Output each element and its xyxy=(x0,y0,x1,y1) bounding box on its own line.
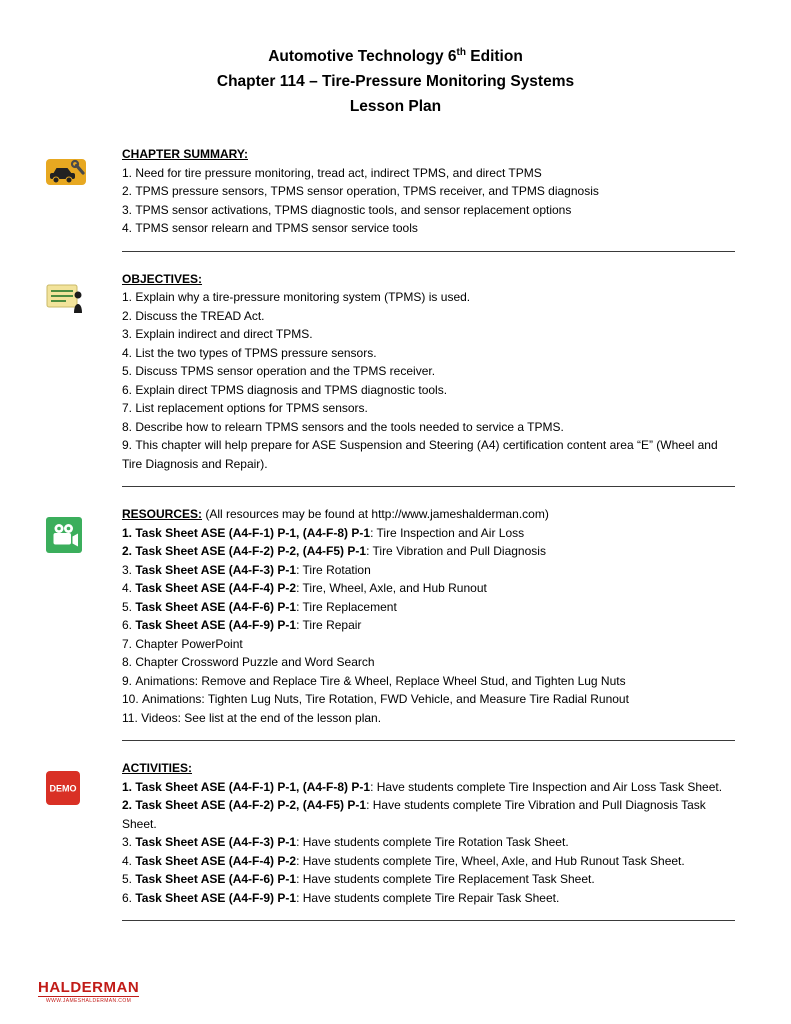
title-text: Edition xyxy=(465,48,523,65)
list-item xyxy=(122,616,735,635)
list-item xyxy=(122,870,735,889)
list-item xyxy=(122,709,735,728)
presentation-board-icon xyxy=(0,270,122,488)
video-camera-icon xyxy=(0,505,122,741)
item-bold-text: Task Sheet ASE (A4-F-2) P-2, (A4-F5) P-1 xyxy=(135,798,367,812)
item-text: Explain indirect and direct TPMS. xyxy=(135,327,313,341)
item-number: 3. xyxy=(122,327,136,341)
item-bold-text: Task Sheet ASE (A4-F-4) P-2 xyxy=(135,853,297,868)
section-divider xyxy=(122,251,735,252)
section-activities xyxy=(0,759,791,921)
item-number: 3. xyxy=(122,202,136,217)
item-bold-text: Task Sheet ASE (A4-F-9) P-1 xyxy=(135,618,297,632)
section-items xyxy=(122,524,735,728)
item-text: Chapter Crossword Puzzle and Word Search xyxy=(135,655,375,669)
heading-suffix: (All resources may be found at http://www.jameshalderman.com) xyxy=(202,507,549,521)
doc-title-line-3: Lesson Plan xyxy=(349,98,442,115)
item-bold-text: Task Sheet ASE (A4-F-1) P-1, (A4-F-8) P-1 xyxy=(135,779,371,794)
brand-name: HALDERMAN xyxy=(38,979,140,996)
list-item xyxy=(122,201,735,220)
item-text: Discuss the TREAD Act. xyxy=(135,308,265,323)
item-text: Explain why a tire-pressure monitoring system (TPMS) is used. xyxy=(135,290,471,304)
list-item xyxy=(122,542,735,561)
item-text: : Tire, Wheel, Axle, and Hub Runout xyxy=(296,581,487,595)
item-number: 2. xyxy=(122,798,136,812)
item-text: : Have students complete Tire, Wheel, Axle, and Hub Runout Task Sheet. xyxy=(296,853,685,868)
item-number: 3. xyxy=(122,562,136,577)
item-number: 2. xyxy=(122,308,136,323)
list-item xyxy=(122,219,735,238)
item-text: List the two types of TPMS pressure sensors. xyxy=(135,345,377,360)
item-text: : Have students complete Tire Vibration and Pull Diagnosis Task Sheet. xyxy=(122,798,706,831)
item-text: : Have students complete Tire Replacement Task Sheet. xyxy=(296,872,595,886)
doc-title-line-1 xyxy=(0,44,791,69)
footer xyxy=(38,980,139,1004)
list-item xyxy=(122,579,735,598)
list-item xyxy=(122,418,735,437)
section-divider xyxy=(122,920,735,921)
section-heading xyxy=(122,145,735,164)
item-text: List replacement options for TPMS sensors. xyxy=(135,401,368,415)
item-number: 4. xyxy=(122,853,136,868)
section-chapter-summary xyxy=(0,145,791,252)
item-number: 4. xyxy=(122,581,136,595)
section-items xyxy=(122,778,735,908)
list-item xyxy=(122,325,735,344)
item-text: Discuss TPMS sensor operation and the TPMS receiver. xyxy=(135,364,436,378)
section-divider xyxy=(122,486,735,487)
item-bold-text: Task Sheet ASE (A4-F-6) P-1 xyxy=(135,599,297,614)
item-number: 6. xyxy=(122,618,136,632)
section-divider xyxy=(122,740,735,741)
document-title xyxy=(0,0,791,119)
item-number: 7. xyxy=(122,401,136,415)
list-item xyxy=(122,796,735,833)
item-number: 1. xyxy=(122,290,136,304)
item-number: 5. xyxy=(122,364,136,378)
list-item xyxy=(122,852,735,871)
item-number: 8. xyxy=(122,419,136,434)
item-text: Videos: See list at the end of the lesson plan. xyxy=(141,710,382,725)
item-text: : Tire Replacement xyxy=(296,599,397,614)
item-bold-text: Task Sheet ASE (A4-F-3) P-1 xyxy=(135,562,297,577)
section-objectives xyxy=(0,270,791,488)
section-items xyxy=(122,288,735,473)
item-text: TPMS pressure sensors, TPMS sensor operation, TPMS receiver, and TPMS diagnosis xyxy=(135,184,599,198)
list-item xyxy=(122,288,735,307)
list-item xyxy=(122,635,735,654)
item-number: 1. xyxy=(122,779,136,794)
item-bold-text: Task Sheet ASE (A4-F-6) P-1 xyxy=(135,872,297,886)
item-bold-text: Task Sheet ASE (A4-F-4) P-2 xyxy=(135,581,297,595)
item-text: TPMS sensor relearn and TPMS sensor service tools xyxy=(135,221,418,235)
item-text: : Have students complete Tire Rotation Task Sheet. xyxy=(296,835,569,849)
doc-title-line-2: Chapter 114 – Tire-Pressure Monitoring Systems xyxy=(216,73,575,90)
item-number: 2. xyxy=(122,184,136,198)
list-item xyxy=(122,672,735,691)
item-text: Need for tire pressure monitoring, tread act, indirect TPMS, and direct TPMS xyxy=(135,165,542,180)
item-number: 1. xyxy=(122,525,136,540)
item-text: TPMS sensor activations, TPMS diagnostic tools, and sensor replacement options xyxy=(135,202,572,217)
document-body xyxy=(0,145,791,921)
item-text: Animations: Tighten Lug Nuts, Tire Rotation, FWD Vehicle, and Measure Tire Radial Runout xyxy=(142,692,629,706)
item-number: 5. xyxy=(122,599,136,614)
heading-text: OBJECTIVES: xyxy=(122,271,203,286)
list-item xyxy=(122,307,735,326)
list-item xyxy=(122,833,735,852)
item-number: 5. xyxy=(122,872,136,886)
brand-url: WWW.JAMESHALDERMAN.COM xyxy=(38,996,139,1004)
list-item xyxy=(122,524,735,543)
item-number: 4. xyxy=(122,345,136,360)
item-number: 7. xyxy=(122,636,136,651)
item-text: Describe how to relearn TPMS sensors and the tools needed to service a TPMS. xyxy=(135,419,564,434)
list-item xyxy=(122,344,735,363)
item-bold-text: Task Sheet ASE (A4-F-9) P-1 xyxy=(135,890,297,905)
item-number: 6. xyxy=(122,890,136,905)
list-item xyxy=(122,561,735,580)
item-number: 10. xyxy=(122,692,143,706)
item-number: 11. xyxy=(122,710,142,725)
list-item xyxy=(122,690,735,709)
section-heading xyxy=(122,270,735,289)
item-number: 2. xyxy=(122,544,136,558)
item-number: 1. xyxy=(122,165,136,180)
section-heading xyxy=(122,505,735,524)
item-number: 3. xyxy=(122,835,136,849)
heading-text: ACTIVITIES: xyxy=(122,761,193,775)
list-item xyxy=(122,653,735,672)
section-heading xyxy=(122,759,735,778)
section-resources xyxy=(0,505,791,741)
heading-text: RESOURCES: xyxy=(122,507,203,521)
item-bold-text: Task Sheet ASE (A4-F-2) P-2, (A4-F5) P-1 xyxy=(135,544,367,558)
item-text: Explain direct TPMS diagnosis and TPMS diagnostic tools. xyxy=(135,382,448,397)
list-item xyxy=(122,381,735,400)
item-number: 4. xyxy=(122,221,136,235)
demo-badge-icon xyxy=(0,759,122,921)
title-text: Automotive Technology 6 xyxy=(268,48,457,65)
item-number: 9. xyxy=(122,673,136,688)
item-text: Chapter PowerPoint xyxy=(135,636,243,651)
halderman-logo xyxy=(38,980,139,1004)
item-bold-text: Task Sheet ASE (A4-F-3) P-1 xyxy=(135,835,297,849)
list-item xyxy=(122,778,735,797)
list-item xyxy=(122,598,735,617)
demo-badge-label: DEMO xyxy=(49,783,77,794)
item-text: : Tire Inspection and Air Loss xyxy=(370,525,525,540)
item-text: : Tire Vibration and Pull Diagnosis xyxy=(366,544,546,558)
item-bold-text: Task Sheet ASE (A4-F-1) P-1, (A4-F-8) P-1 xyxy=(135,525,371,540)
car-wrench-icon xyxy=(0,145,122,252)
item-text: Animations: Remove and Replace Tire & Wheel, Replace Wheel Stud, and Tighten Lug Nuts xyxy=(135,673,626,688)
item-number: 8. xyxy=(122,655,136,669)
item-number: 9. xyxy=(122,438,136,452)
list-item xyxy=(122,362,735,381)
list-item xyxy=(122,164,735,183)
list-item xyxy=(122,182,735,201)
heading-text: CHAPTER SUMMARY: xyxy=(122,147,248,161)
item-text: : Have students complete Tire Inspection and Air Loss Task Sheet. xyxy=(370,779,723,794)
title-superscript: th xyxy=(456,46,466,58)
section-items xyxy=(122,164,735,238)
item-number: 6. xyxy=(122,382,136,397)
item-text: This chapter will help prepare for ASE Suspension and Steering (A4) certification content area “E” (Wheel and Tire Diagnosis and Repair). xyxy=(122,438,718,471)
item-text: : Tire Rotation xyxy=(296,562,371,577)
item-text: : Have students complete Tire Repair Task Sheet. xyxy=(296,890,560,905)
list-item xyxy=(122,436,735,473)
list-item xyxy=(122,889,735,908)
list-item xyxy=(122,399,735,418)
item-text: : Tire Repair xyxy=(296,618,362,632)
